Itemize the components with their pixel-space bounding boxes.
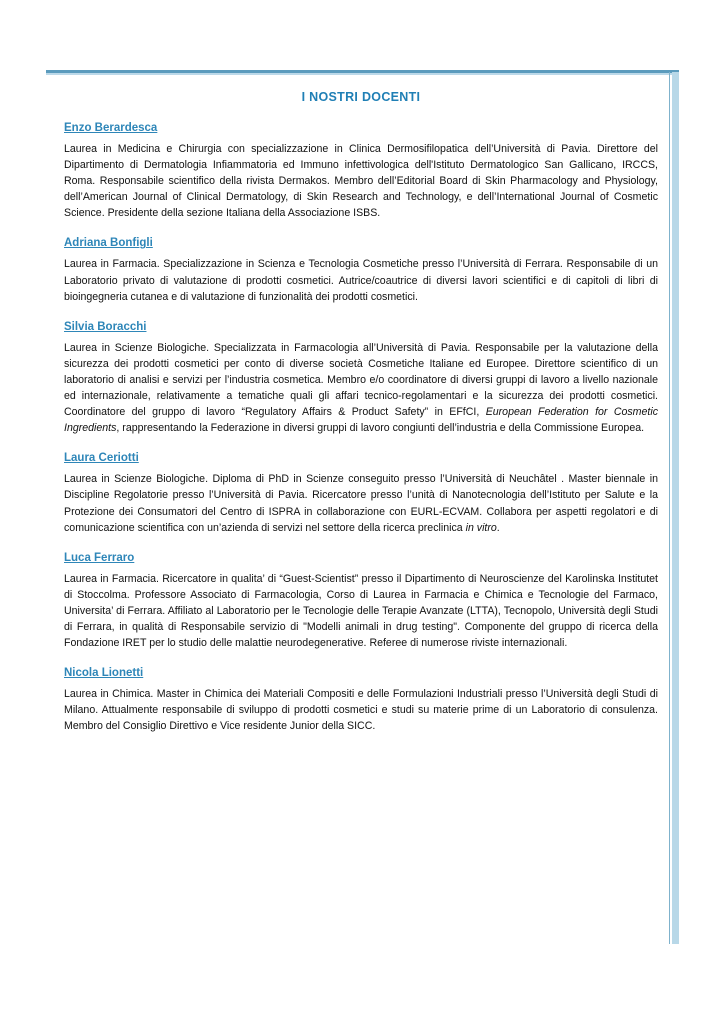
person-bio: Laurea in Chimica. Master in Chimica dei Materiali Compositi e delle Formulazioni Industriali presso l’Università degli Studi di Milano. Attualmente responsabile di sviluppo di prodotti cosmetici e studi su materie prime di un Laboratorio di consulenza. Membro del Consiglio Direttivo e Vice residente Junior della SICC. bbox=[64, 688, 658, 733]
document-content bbox=[64, 78, 658, 750]
person-name: Nicola Lionetti bbox=[64, 667, 144, 680]
person-bio: Laurea in Scienze Biologiche. Diploma di PhD in Scienze conseguito presso l’Università di Neuchâtel . Master biennale in Discipline Regolatorie presso l’Università di Pavia. Ricercatore presso l’unità di Nanotecnologia dell’Istituto per Salute e la Protezione dei Consumatori del Centro di ISPRA in collaborazione con EURL-ECVAM. Collabora per aspetti regolatori e di comunicazione scientifica con un’azienda di servizi nel settore della ricerca preclinica in vitro. bbox=[64, 473, 658, 534]
person-name: Luca Ferraro bbox=[64, 551, 135, 564]
right-border-band bbox=[672, 72, 679, 944]
person-name: Silvia Boracchi bbox=[64, 320, 147, 333]
right-border-line bbox=[669, 72, 670, 944]
person-entry bbox=[64, 667, 658, 734]
person-entry bbox=[64, 237, 658, 304]
page-title: I NOSTRI DOCENTI bbox=[301, 90, 421, 104]
person-entry bbox=[64, 552, 658, 651]
person-entry bbox=[64, 321, 658, 437]
person-name: Laura Ceriotti bbox=[64, 452, 139, 465]
person-bio: Laurea in Scienze Biologiche. Specializzata in Farmacologia all’Università di Pavia. Responsabile per la valutazione della sicurezza dei prodotti cosmetici per conto di diverse società Cosmetiche Italiane ed Europee. Direttore scientifico di un laboratorio di analisi e servizi per l’industria cosmetica. Membro e/o coordinatore di diversi gruppi di lavoro a livello nazionale ed internazionale, relativamente a tematiche quali gli affari tecnico-regolamentari e la sicurezza dei prodotti cosmetici. Coordinatore del gruppo di lavoro “Regulatory Affairs & Product Safety” in EFfCI, European Federation for Cosmetic Ingredients, rappresentando la Federazione in diversi gruppi di lavoro congiunti dell’industria e della Commissione Europea. bbox=[64, 341, 658, 435]
top-divider-shadow bbox=[46, 73, 679, 75]
person-bio: Laurea in Farmacia. Specializzazione in Scienza e Tecnologia Cosmetiche presso l’Università di Ferrara. Responsabile di un Laboratorio privato di valutazione di prodotti cosmetici. Autrice/coautrice di diversi lavori scientifici e di capitoli di libri di bioingegneria cutanea e di valutazione di funzionalità dei prodotti cosmetici. bbox=[64, 258, 658, 303]
person-bio: Laurea in Medicina e Chirurgia con specializzazione in Clinica Dermosifilopatica dell’Università di Pavia. Direttore del Dipartimento di Dermatologia Infiammatoria ed Immuno infettivologica dell'Istituto Dermatologico San Gallicano, IRCCS, Roma. Responsabile scientifico della rivista Dermakos. Membro dell’Editorial Board di Skin Pharmacology and Physiology, dell’American Journal of Clinical Dermatology, di Skin Research and Technology, e dell’International Journal of Cosmetic Science. Presidente della sezione Italiana della Associazione ISBS. bbox=[64, 143, 658, 220]
person-entry bbox=[64, 122, 658, 221]
person-name: Enzo Berardesca bbox=[64, 122, 158, 134]
person-entry bbox=[64, 452, 658, 535]
person-bio: Laurea in Farmacia. Ricercatore in qualita’ di “Guest-Scientist” presso il Dipartimento di Neuroscienze del Karolinska Institutet di Stoccolma. Professore Associato di Farmacologia, Corso di Laurea in Farmacia e Chimica e Tecnologie del Farmaco, Universita’ di Ferrara. Affiliato al Laboratorio per le Tecnologie delle Terapie Avanzate (LTTA), Tecnopolo, Università degli Studi di Ferrara, in qualità di Responsabile servizio di "Modelli animali in drug testing". Componente del gruppo di ricerca della Fondazione IRET per lo studio delle malattie neurodegenerative. Referee di numerose riviste internazionali. bbox=[64, 572, 658, 650]
person-name: Adriana Bonfigli bbox=[64, 237, 153, 250]
